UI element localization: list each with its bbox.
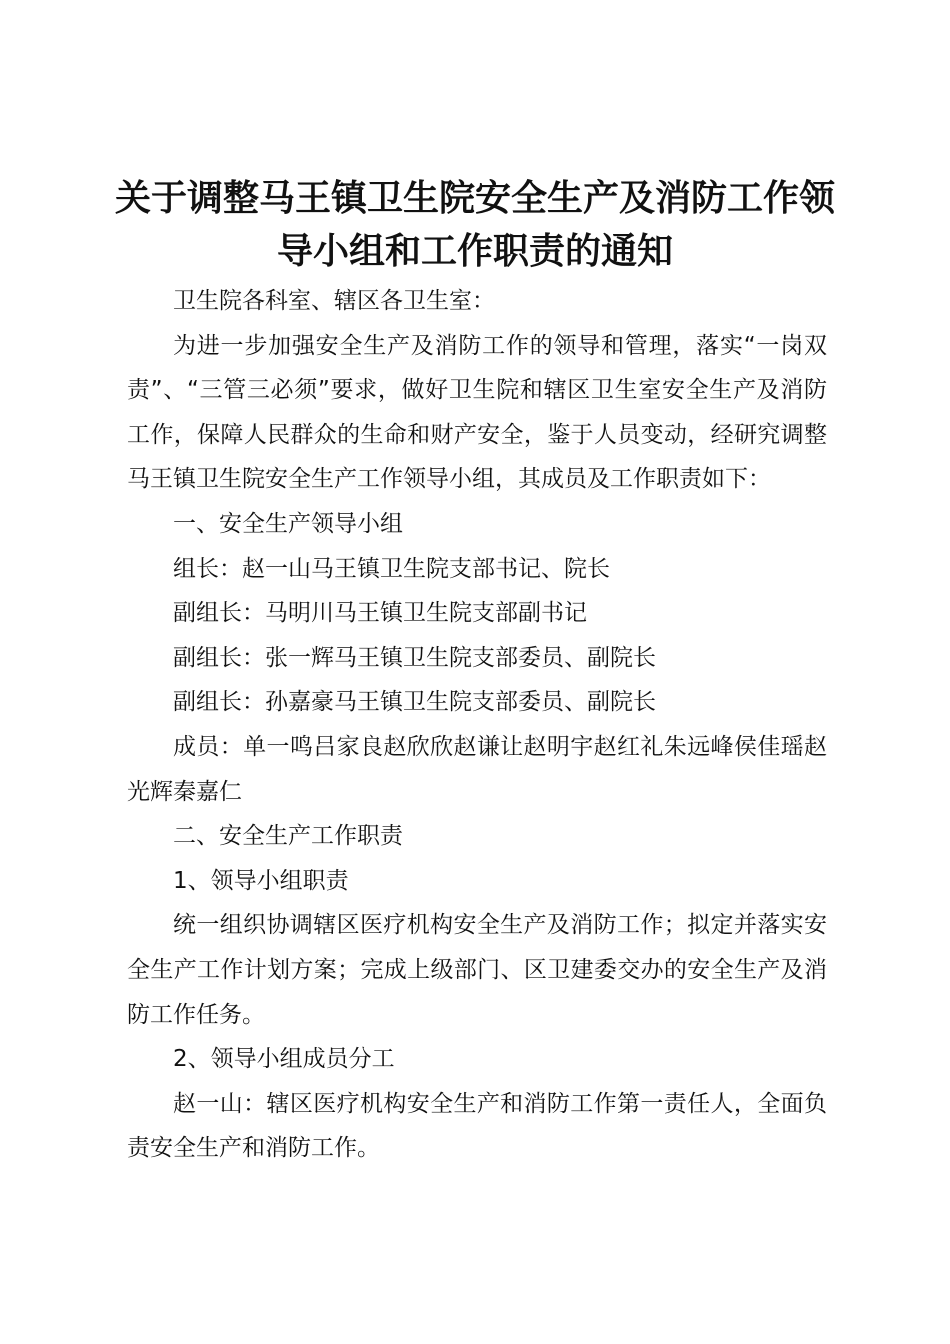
title-line-2: 导小组和工作职责的通知 <box>276 231 673 272</box>
members-line: 成员：单一鸣吕家良赵欣欣赵谦让赵明宇赵红礼朱远峰侯佳瑶赵光辉秦嘉仁 <box>127 733 827 805</box>
subsection-1-text: 统一组织协调辖区医疗机构安全生产及消防工作；拟定并落实安全生产工作计划方案；完成上级部门、区卫建委交办的安全生产及消防工作任务。 <box>127 912 827 1028</box>
document-body <box>127 279 827 1171</box>
subsection-2-text: 赵一山：辖区医疗机构安全生产和消防工作第一责任人，全面负责安全生产和消防工作。 <box>127 1090 827 1162</box>
subsection-1-heading: 1、领导小组职责 <box>173 867 349 894</box>
document-title <box>100 172 850 278</box>
section-1-heading: 一、安全生产领导小组 <box>173 510 403 537</box>
intro-paragraph: 为进一步加强安全生产及消防工作的领导和管理，落实“一岗双责”、“三管三必须”要求，做好卫生院和辖区卫生室安全生产及消防工作，保障人民群众的生命和财产安全，鉴于人员变动，经研究调整马王镇卫生院安全生产工作领导小组，其成员及工作职责如下： <box>127 332 827 493</box>
leader-line: 组长：赵一山马王镇卫生院支部书记、院长 <box>173 555 610 582</box>
salutation: 卫生院各科室、辖区各卫生室： <box>173 288 495 314</box>
deputy-leader-2: 副组长：张一辉马王镇卫生院支部委员、副院长 <box>173 644 656 671</box>
deputy-leader-3: 副组长：孙嘉豪马王镇卫生院支部委员、副院长 <box>173 689 656 716</box>
section-2-heading: 二、安全生产工作职责 <box>173 823 403 850</box>
deputy-leader-1: 副组长：马明川马王镇卫生院支部副书记 <box>173 600 587 627</box>
title-line-1: 关于调整马王镇卫生院安全生产及消防工作领 <box>114 178 835 219</box>
subsection-2-heading: 2、领导小组成员分工 <box>173 1046 395 1073</box>
